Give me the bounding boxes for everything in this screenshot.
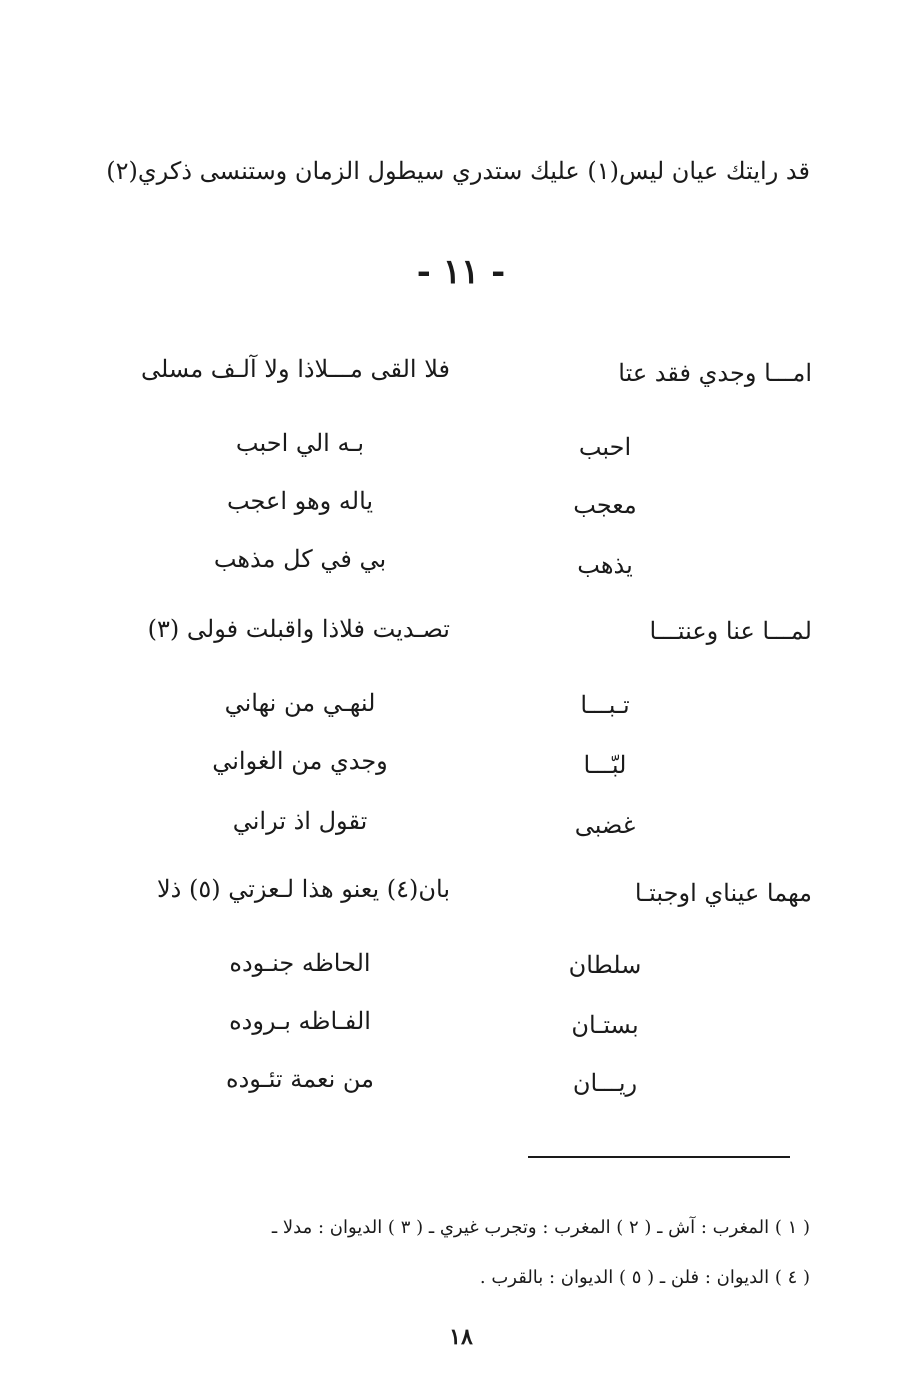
stanza-1-line-2-right: معجب <box>573 491 637 519</box>
stanza-3-line-3-right: ريـــان <box>572 1069 638 1097</box>
stanza-3-lead-right: مهما عيناي اوجبتـا <box>634 879 812 907</box>
stanza-2-line-1-left: لنهـي من نهاني <box>224 689 376 717</box>
stanza-3-line-2-right: بستـان <box>571 1011 639 1039</box>
stanza-2-lead-right: لمـــا عنا وعنتـــا <box>649 617 812 645</box>
stanza-1-line-1-left: بـه الي احبب <box>235 429 365 457</box>
stanza-2-line-3-right: غضبى <box>574 811 636 839</box>
stanza-2-line-2-left: وجدي من الغواني <box>212 747 388 775</box>
footnote-line-1: ( ١ ) المغرب : آش ـ ( ٢ ) المغرب : وتجرب غيري ـ ( ٣ ) الديوان : مدلا ـ <box>271 1217 810 1238</box>
stanza-3-line-3-left: من نعمة تئـوده <box>226 1065 374 1093</box>
stanza-1-line-2-left: ياله وهو اعجب <box>226 487 374 515</box>
footnote-line-2: ( ٤ ) الديوان : فلن ـ ( ٥ ) الديوان : بالقرب . <box>479 1267 810 1288</box>
stanza-2-line-2-right: لبّـــا <box>583 751 627 779</box>
footnote-divider <box>528 1156 790 1158</box>
stanza-3-line-2-left: الفـاظه بـروده <box>229 1007 371 1035</box>
stanza-1-line-3-right: يذهب <box>577 551 633 579</box>
stanza-1-lead-left: فلا القى مـــلاذا ولا آلـف مسلى <box>140 355 450 383</box>
stanza-1-line-1-right: احبب <box>578 433 632 461</box>
stanza-1-lead-right: امـــا وجدي فقد عتا <box>618 359 812 387</box>
top-verse: قد رايتك عيان ليس(١) عليك ستدري سيطول الزمان وستنسى ذكري(٢) <box>106 157 810 185</box>
stanza-1-line-3-left: بي في كل مذهب <box>213 545 387 573</box>
stanza-2-lead-left: تصـديت فلاذا واقبلت فولى (٣) <box>147 615 450 643</box>
page-number: ١٨ <box>449 1324 473 1350</box>
section-number: - ١١ - <box>416 252 506 292</box>
stanza-3-line-1-right: سلطان <box>568 951 642 979</box>
stanza-2-line-1-right: تـبـــا <box>580 691 630 719</box>
stanza-3-line-1-left: الحاظه جنـوده <box>229 949 371 977</box>
stanza-2-line-3-left: تقول اذ تراني <box>232 807 368 835</box>
stanza-3-lead-left: بان(٤) يعنو هذا لـعزتي (٥) ذلا <box>156 875 450 903</box>
